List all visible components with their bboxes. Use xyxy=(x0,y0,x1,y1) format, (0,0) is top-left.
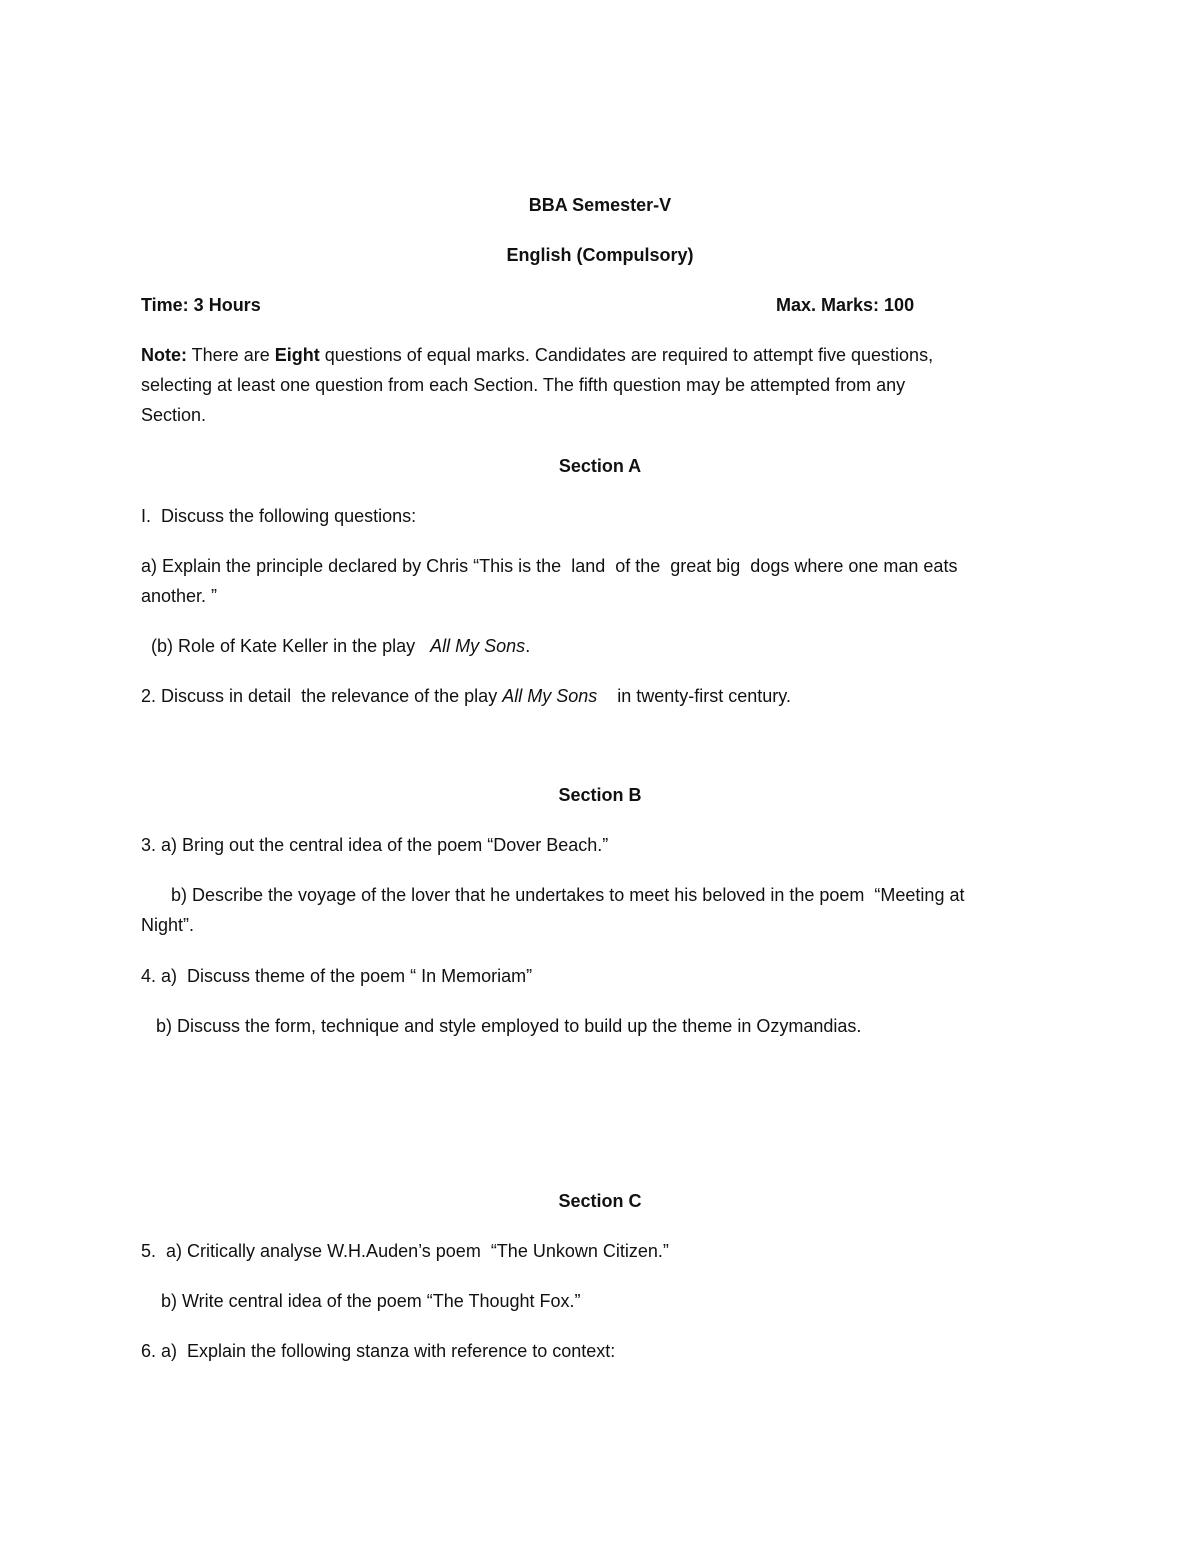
question-6a: 6. a) Explain the following stanza with reference to context: xyxy=(141,1341,616,1361)
question-5a: 5. a) Critically analyse W.H.Auden’s poem “The Unkown Citizen.” xyxy=(141,1241,669,1261)
question-1a-line-2: another. ” xyxy=(141,586,218,606)
section-a-title: Section A xyxy=(558,456,642,476)
section-b-title: Section B xyxy=(558,785,642,805)
section-c-title: Section C xyxy=(558,1191,642,1211)
question-3b-line-2: Night”. xyxy=(141,915,195,935)
question-4b: b) Discuss the form, technique and style employed to build up the theme in Ozymandias. xyxy=(141,1016,862,1036)
question-1a-line-1: a) Explain the principle declared by Chris “This is the land of the great big dogs where one man eats xyxy=(141,556,958,576)
note-bold-word: Eight xyxy=(274,345,320,365)
note-part1: There are xyxy=(187,345,275,365)
question-2-title: All My Sons xyxy=(502,686,598,706)
question-2-prefix: 2. Discuss in detail the relevance of the play xyxy=(141,686,503,706)
note-line-2: selecting at least one question from each Section. The fifth question may be attempted from any xyxy=(141,375,906,395)
question-1b-title: All My Sons xyxy=(430,636,526,656)
question-1b xyxy=(141,631,530,661)
time-label: Time: 3 Hours xyxy=(141,295,261,315)
question-5b: b) Write central idea of the poem “The Thought Fox.” xyxy=(141,1291,581,1311)
subject-title: English (Compulsory) xyxy=(506,245,694,265)
question-3a: 3. a) Bring out the central idea of the poem “Dover Beach.” xyxy=(141,835,609,855)
question-3b-line-1: b) Describe the voyage of the lover that he undertakes to meet his beloved in the poem “Meeting at xyxy=(141,885,965,905)
question-4a: 4. a) Discuss theme of the poem “ In Memoriam” xyxy=(141,966,533,986)
note-line-1 xyxy=(141,340,933,370)
course-title: BBA Semester-V xyxy=(528,195,672,215)
note-label: Note: xyxy=(141,345,187,365)
question-1b-prefix: (b) Role of Kate Keller in the play xyxy=(141,636,431,656)
question-1-intro: I. Discuss the following questions: xyxy=(141,506,417,526)
question-2 xyxy=(141,681,791,711)
question-2-suffix: in twenty-first century. xyxy=(597,686,791,706)
question-1b-suffix: . xyxy=(525,636,531,656)
note-line-3: Section. xyxy=(141,405,207,425)
note-line1-rest: questions of equal marks. Candidates are required to attempt five questions, xyxy=(319,345,934,365)
max-marks-label: Max. Marks: 100 xyxy=(776,295,915,315)
